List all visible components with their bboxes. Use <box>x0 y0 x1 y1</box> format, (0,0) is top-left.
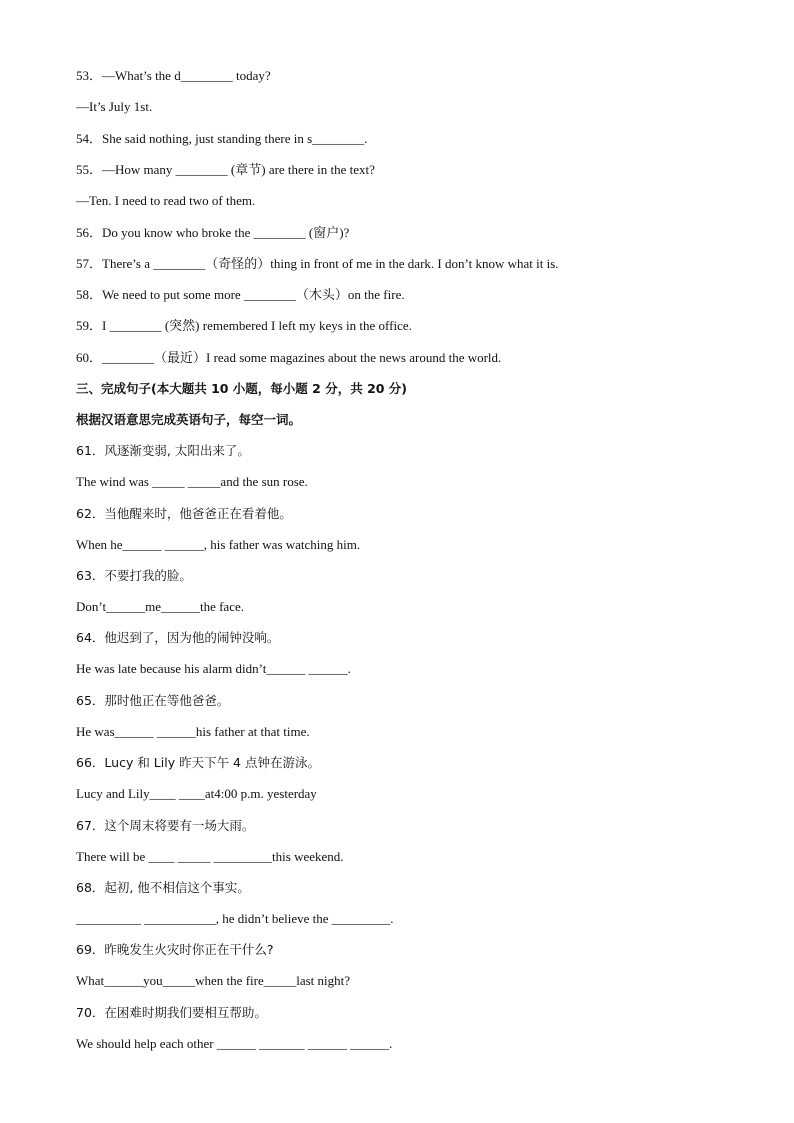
question-63-chinese: 63．不要打我的脸。 <box>76 568 192 583</box>
question-53-answer: —It’s July 1st. <box>76 99 153 114</box>
question-68-chinese: 68．起初, 他不相信这个事实。 <box>76 880 250 895</box>
question-64-english: He was late because his alarm didn’t______ ______. <box>76 661 351 676</box>
question-55: 55．—How many ________ (章节) are there in the text? <box>76 162 375 177</box>
question-62-chinese: 62．当他醒来时，他爸爸正在看着他。 <box>76 506 292 521</box>
question-69-english: What______you_____when the fire_____last night? <box>76 973 351 988</box>
question-65-english: He was______ ______his father at that time. <box>76 724 310 739</box>
question-55-answer: —Ten. I need to read two of them. <box>76 193 256 208</box>
question-61-english: The wind was _____ _____and the sun rose. <box>76 474 308 489</box>
question-69-chinese: 69．昨晚发生火灾时你正在干什么? <box>76 942 274 957</box>
question-61-chinese: 61．风逐渐变弱, 太阳出来了。 <box>76 443 250 458</box>
section-heading: 三、完成句子(本大题共 10 小题，每小题 2 分，共 20 分) <box>76 381 408 396</box>
question-54: 54．She said nothing, just standing there in s________. <box>76 131 368 146</box>
question-64-chinese: 64．他迟到了，因为他的闹钟没响。 <box>76 630 280 645</box>
section-instruction: 根据汉语意思完成英语句子，每空一词。 <box>76 412 302 427</box>
question-57: 57．There’s a ________（奇怪的）thing in front of me in the dark. I don’t know what it is. <box>76 256 559 271</box>
question-68-english: __________ ___________, he didn’t believe the _________. <box>76 911 394 926</box>
question-70-chinese: 70．在困难时期我们要相互帮助。 <box>76 1005 267 1020</box>
question-56: 56．Do you know who broke the ________ (窗户)? <box>76 225 350 240</box>
question-62-english: When he______ ______, his father was watching him. <box>76 537 361 552</box>
question-53: 53．—What’s the d________ today? <box>76 68 271 83</box>
question-66-english: Lucy and Lily____ ____at4:00 p.m. yesterday <box>76 786 317 801</box>
question-60: 60．________（最近）I read some magazines about the news around the world. <box>76 350 502 365</box>
question-66-chinese: 66．Lucy 和 Lily 昨天下午 4 点钟在游泳。 <box>76 755 320 770</box>
question-67-english: There will be ____ _____ _________this weekend. <box>76 849 344 864</box>
question-70-english: We should help each other ______ _______ ______ ______. <box>76 1036 393 1051</box>
question-67-chinese: 67．这个周末将要有一场大雨。 <box>76 818 255 833</box>
question-59: 59．I ________ (突然) remembered I left my keys in the office. <box>76 318 412 333</box>
question-63-english: Don’t______me______the face. <box>76 599 244 614</box>
question-65-chinese: 65．那时他正在等他爸爸。 <box>76 693 230 708</box>
question-58: 58．We need to put some more ________（木头）on the fire. <box>76 287 405 302</box>
